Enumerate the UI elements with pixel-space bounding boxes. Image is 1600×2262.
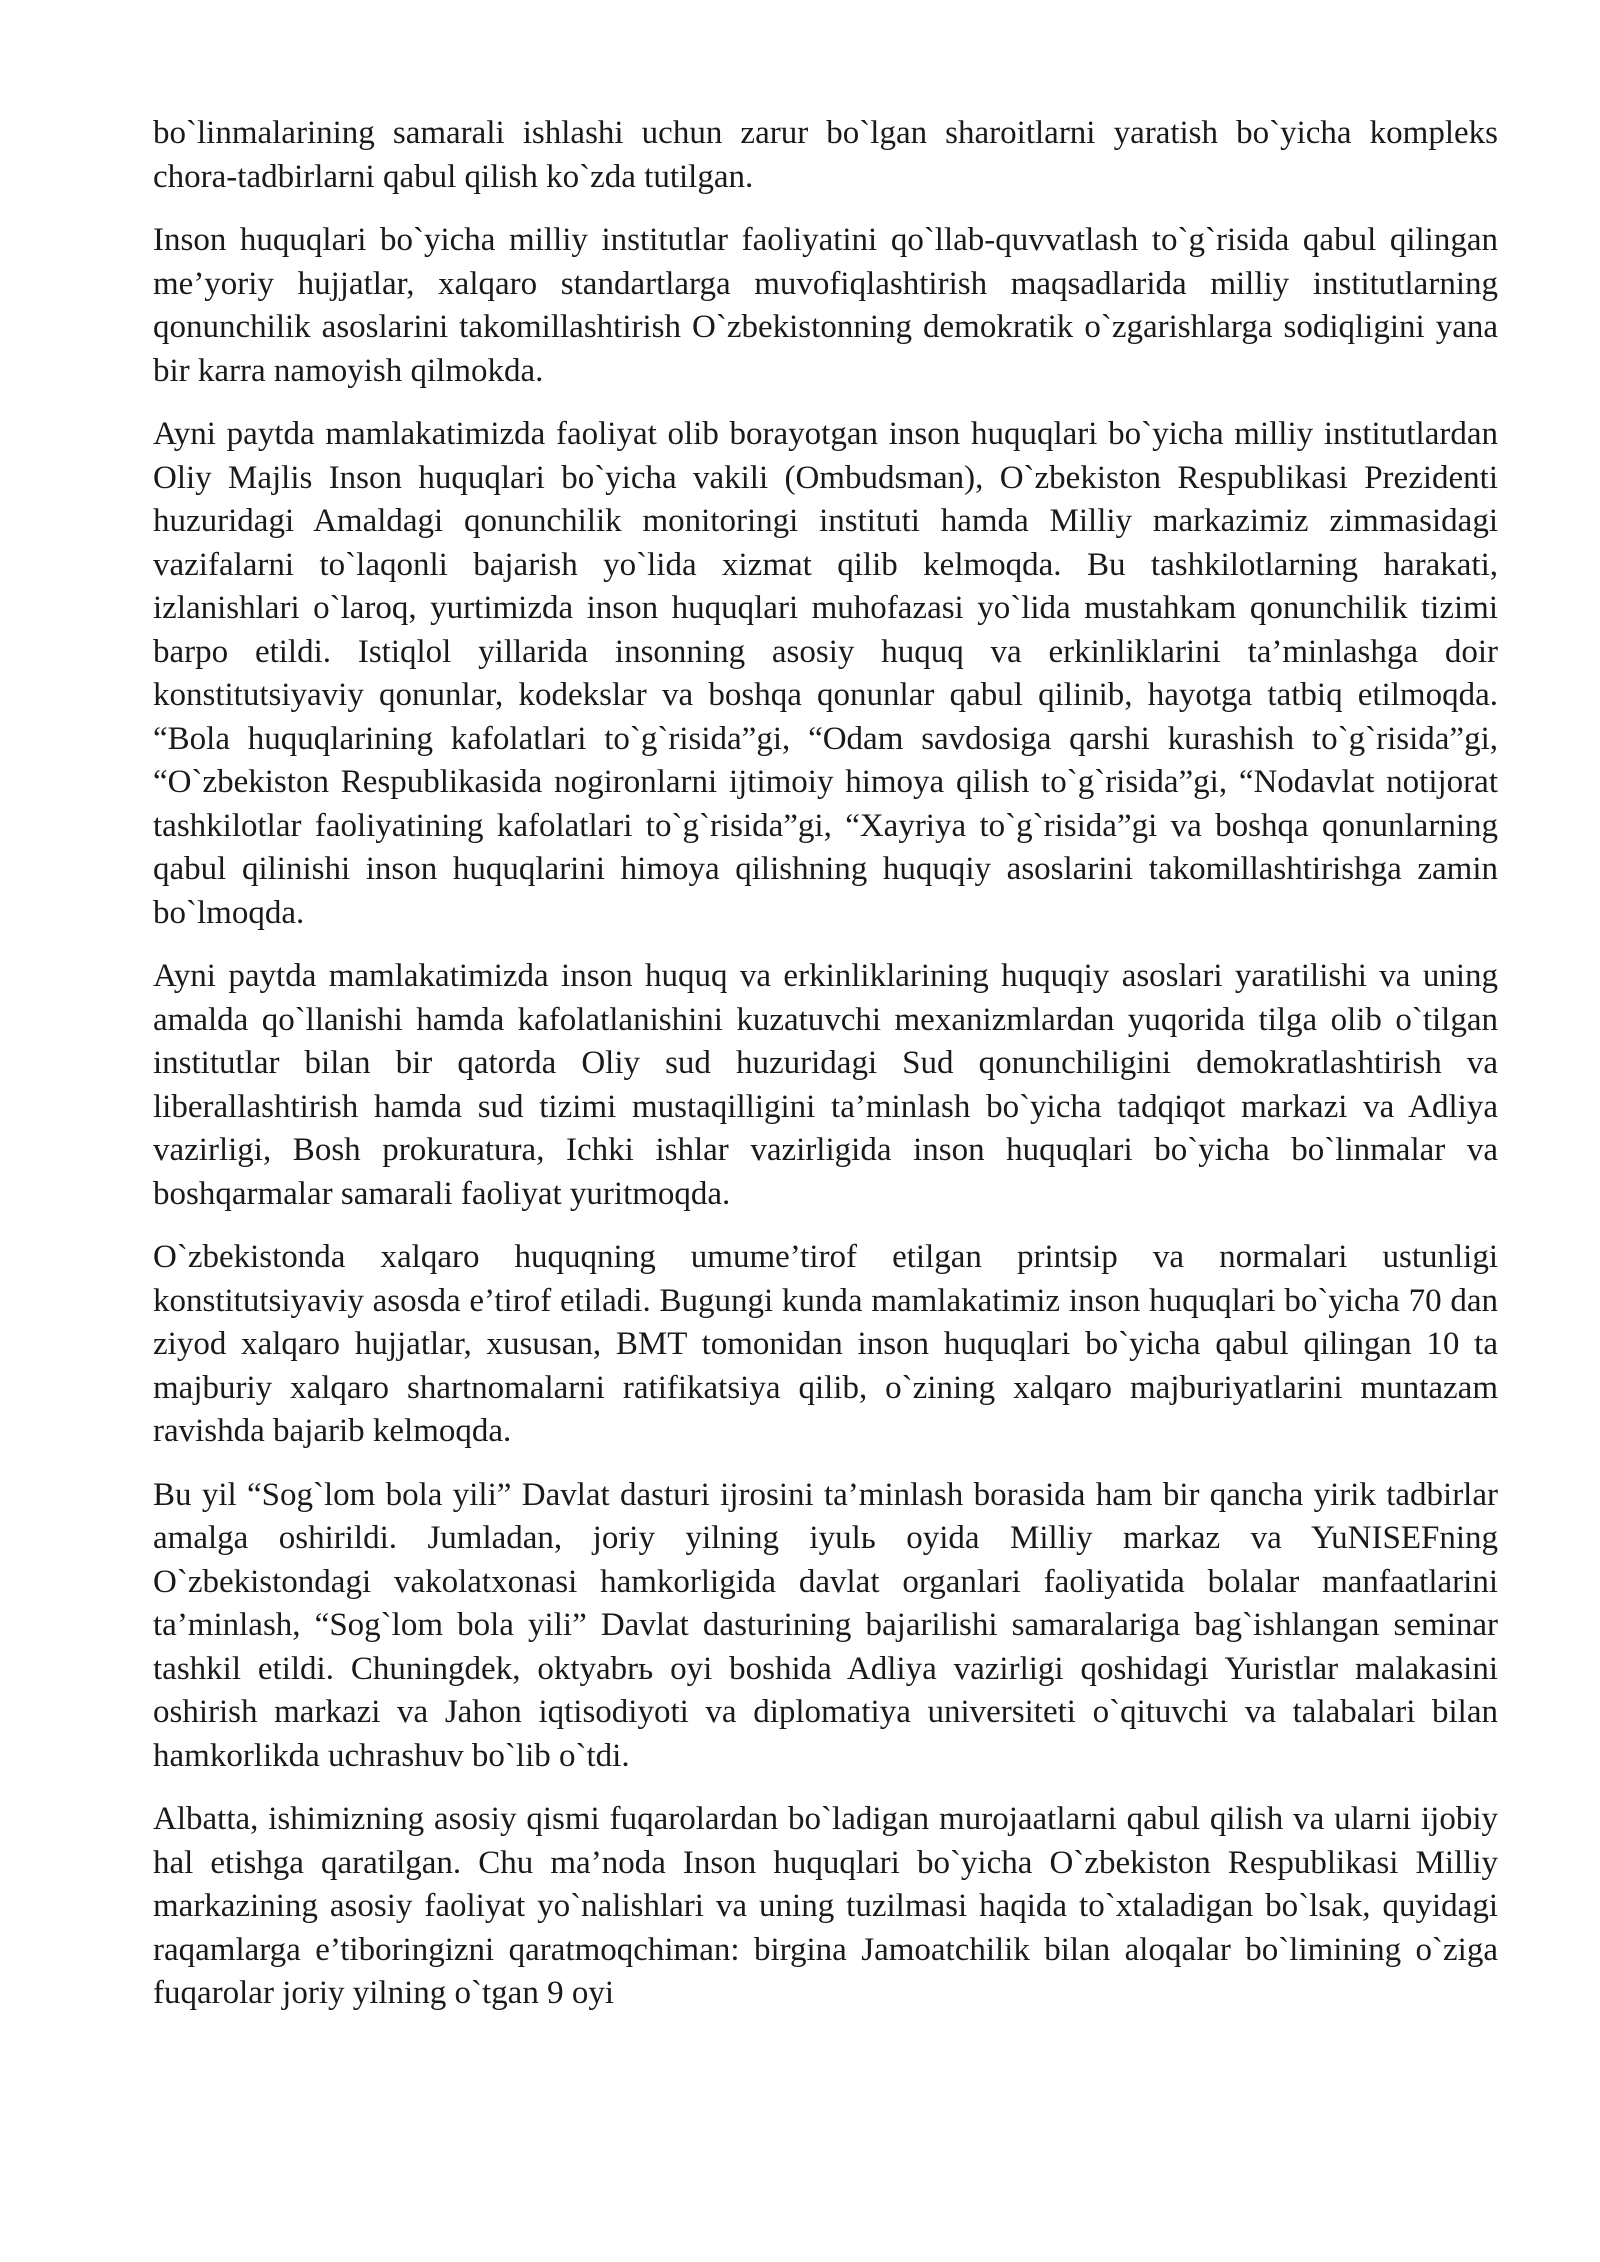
paragraph-1: bo`linmalarining samarali ishlashi uchun zarur bo`lgan sharoitlarni yaratish bo`yicha kompleks chora-tadbirlarni qabul qilish ko`zda tutilgan.	[153, 115, 1498, 195]
paragraph-3: Ayni paytda mamlakatimizda faoliyat olib borayotgan inson huquqlari bo`yicha milliy institutlardan Oliy Majlis Inson huquqlari bo`yicha vakili (Ombudsman), O`zbekiston Respublikasi Prezidenti huzuridagi Amaldagi qonunchilik monitoringi instituti hamda Milliy markazimiz zimmasidagi vazifalarni to`laqonli bajarish yo`lida xizmat qilib kelmoqda. Bu tashkilotlarning harakati, izlanishlari o`laroq, yurtimizda inson huquqlari muhofazasi yo`lida mustahkam qonunchilik tizimi barpo etildi. Istiqlol yillarida insonning asosiy huquq va erkinliklarini ta’minlashga doir konstitutsiyaviy qonunlar, kodekslar va boshqa qonunlar qabul qilinib, hayotga tatbiq etilmoqda. “Bola huquqlarining kafolatlari to`g`risida”gi, “Odam savdosiga qarshi kurashish to`g`risida”gi, “O`zbekiston Respublikasida nogironlarni ijtimoiy himoya qilish to`g`risida”gi, “Nodavlat notijorat tashkilotlar faoliyatining kafolatlari to`g`risida”gi, “Xayriya to`g`risida”gi va boshqa qonunlarning qabul qilinishi inson huquqlarini himoya qilishning huquqiy asoslarini takomillashtirishga zamin bo`lmoqda.	[153, 416, 1498, 931]
paragraph-2: Inson huquqlari bo`yicha milliy institutlar faoliyatini qo`llab-quvvatlash to`g`risida qabul qilingan me’yoriy hujjatlar, xalqaro standartlarga muvofiqlashtirish maqsadlarida milliy institutlarning qonunchilik asoslarini takomillashtirish O`zbekistonning demokratik o`zgarishlarga sodiqligini yana bir karra namoyish qilmokda.	[153, 222, 1498, 389]
document-page	[153, 112, 1498, 2036]
paragraph-6: Bu yil “Sog`lom bola yili” Davlat dasturi ijrosini ta’minlash borasida ham bir qancha yirik tadbirlar amalga oshirildi. Jumladan, joriy yilning iyulь oyida Milliy markaz va YuNISEFning O`zbekistondagi vakolatxonasi hamkorligida davlat organlari faoliyatida bolalar manfaatlarini ta’minlash, “Sog`lom bola yili” Davlat dasturining bajarilishi samaralariga bag`ishlangan seminar tashkil etildi. Chuningdek, oktyabrь oyi boshida Adliya vazirligi qoshidagi Yuristlar malakasini oshirish markazi va Jahon iqtisodiyoti va diplomatiya universiteti o`qituvchi va talabalari bilan hamkorlikda uchrashuv bo`lib o`tdi.	[153, 1476, 1498, 1774]
paragraph-7: Albatta, ishimizning asosiy qismi fuqarolardan bo`ladigan murojaatlarni qabul qilish va ularni ijobiy hal etishga qaratilgan. Chu ma’noda Inson huquqlari bo`yicha O`zbekiston Respublikasi Milliy markazining asosiy faoliyat yo`nalishlari va uning tuzilmasi haqida to`xtaladigan bo`lsak, quyidagi raqamlarga e’tiboringizni qaratmoqchiman: birgina Jamoatchilik bilan aloqalar bo`limining o`ziga fuqarolar joriy yilning o`tgan 9 oyi	[153, 1801, 1498, 2011]
paragraph-4: Ayni paytda mamlakatimizda inson huquq va erkinliklarining huquqiy asoslari yaratilishi va uning amalda qo`llanishi hamda kafolatlanishini kuzatuvchi mexanizmlardan yuqorida tilga olib o`tilgan institutlar bilan bir qatorda Oliy sud huzuridagi Sud qonunchiligini demokratlashtirish va liberallashtirish hamda sud tizimi mustaqilligini ta’minlash bo`yicha tadqiqot markazi va Adliya vazirligi, Bosh prokuratura, Ichki ishlar vazirligida inson huquqlari bo`yicha bo`linmalar va boshqarmalar samarali faoliyat yuritmoqda.	[153, 958, 1498, 1212]
paragraph-5: O`zbekistonda xalqaro huquqning umume’tirof etilgan printsip va normalari ustunligi konstitutsiyaviy asosda e’tirof etiladi. Bugungi kunda mamlakatimiz inson huquqlari bo`yicha 70 dan ziyod xalqaro hujjatlar, xususan, BMT tomonidan inson huquqlari bo`yicha qabul qilingan 10 ta majburiy xalqaro shartnomalarni ratifikatsiya qilib, o`zining xalqaro majburiyatlarini muntazam ravishda bajarib kelmoqda.	[153, 1239, 1498, 1449]
